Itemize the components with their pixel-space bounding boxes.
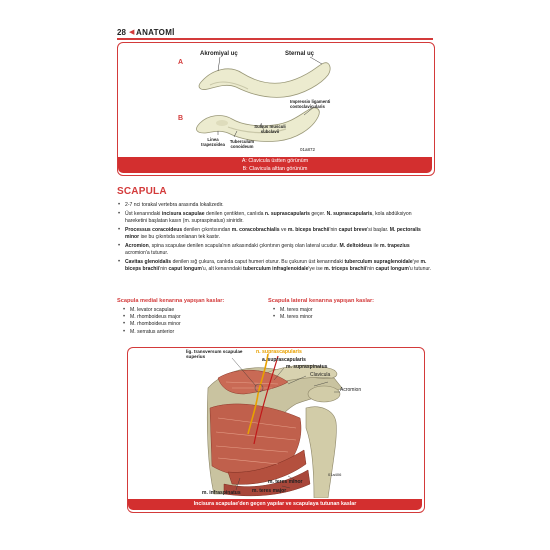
bullet-text: 'nin [159, 266, 169, 273]
bullet-text: ise bu çıkıntıda sonlanan tek kastır. [139, 234, 221, 241]
bold-term: tuberculum infraglenoidale [243, 266, 309, 273]
clavicula-caption-line2: B: Clavicula alttan görünüm [242, 165, 308, 172]
label-b: B [178, 115, 184, 122]
bullet-text: , kola abdüksiyon hareketini başlatan kasın (m. supraspinatus) siniridir. [125, 210, 412, 225]
impressio-label: Impressio ligamenti costoclavicularis [290, 99, 331, 109]
bullet-text: geçer. [309, 210, 327, 217]
bold-term: m. triceps brachii [324, 266, 367, 273]
acromion-label: Acromion [340, 387, 362, 393]
bold-term: m. trapezius [379, 242, 410, 249]
m-teres-minor-label: m. teres minor [268, 479, 303, 485]
tuberculum-conoideum-label: Tuberculum conoideum [229, 139, 255, 149]
muscle-list-item: • M. serratus anterior [122, 329, 262, 336]
bullet-text: 'ye ise [308, 266, 325, 273]
clavicula-caption-line1: A: Clavicula üstten görünüm [241, 158, 309, 164]
bold-term: M. pectoralis minor [125, 226, 421, 241]
scapula-figure-caption: Incisura scapulae'den geçen yapılar ve scapulaya tutunan kaslar [128, 499, 422, 510]
bold-term: caput breve [338, 226, 368, 233]
label-a: A [178, 59, 184, 66]
bold-term: Processus coracoideus [125, 226, 183, 233]
muscle-list-item: • M. levator scapulae [122, 307, 262, 314]
lig-transversum-label: lig. transversum scapulae superius [186, 349, 243, 360]
scapula-bullet-item [117, 227, 433, 242]
bold-term: m. biceps brachii [125, 259, 427, 273]
muscle-list-item: • M. rhomboideus major [122, 314, 262, 321]
sternal-uc-label: Sternal uç [285, 51, 315, 57]
bullet-text: acromion'a tutunur. [125, 250, 169, 257]
bold-term: Acromion [125, 242, 149, 249]
bullet-text: 'u, alt kenarındaki [201, 266, 244, 273]
acromion-shape [308, 386, 340, 402]
bold-term: incisura scapulae [161, 210, 205, 217]
bold-term: caput longum [375, 266, 409, 273]
muscle-list-item: • M. rhomboideus minor [122, 321, 262, 328]
medial-muscles-list [122, 307, 262, 336]
bold-term: m. biceps brachii [287, 226, 330, 233]
figure-code-label: 01a406 [328, 472, 342, 477]
bullet-text: denilen çentikten, canlıda [204, 210, 265, 217]
bullet-text: Üst kenarındaki [125, 210, 162, 217]
section-title-scapula: SCAPULA [117, 186, 167, 197]
a-suprascapularis-label: a. suprascapularis [262, 357, 306, 363]
bold-term: caput longum [168, 266, 202, 273]
bullet-text: 'nin [366, 266, 376, 273]
lateral-muscles-list [272, 307, 412, 321]
scapula-bullet-item [117, 243, 433, 258]
clavicula-caption [118, 157, 432, 173]
scapula-muscles-illustration [128, 348, 422, 498]
page-number: 28 [117, 28, 126, 37]
bullet-text: ve [279, 226, 288, 233]
bullet-text: denilen çıkıntısından [182, 226, 232, 233]
lateral-muscles-heading: Scapula lateral kenarına yapışan kaslar: [268, 298, 375, 304]
sulcus-label: Sulcus musculi subclavii [254, 124, 286, 134]
scapula-bullet-item [117, 211, 433, 226]
linea-trapezoidea-label: Linea trapezoidea [201, 137, 225, 147]
n-suprascapularis-label: n. suprascapularis [256, 349, 302, 355]
bold-term: tuberculum supraglenoidale [344, 259, 413, 266]
scapula-bullet-list [117, 202, 433, 275]
bullet-text: 'nin [329, 226, 339, 233]
bold-term: m. coracobrachialis [231, 226, 280, 233]
header-divider [117, 38, 433, 40]
scapula-bullet-item [117, 259, 433, 274]
bold-term: N. suprascapularis [326, 210, 373, 217]
scapula-bullet-item [117, 202, 433, 209]
clavicula-illustration [118, 43, 432, 155]
bullet-text: denilen sığ çukura, canlıda caput humeri oturur. Bu çukurun üst kenarındaki [171, 259, 345, 266]
bullet-text: ile [372, 242, 380, 249]
bold-term: n. suprascapularis [264, 210, 310, 217]
akromiyal-uc-label: Akromiyal uç [200, 51, 238, 57]
m-infraspinatus-label: m. infraspinatus [202, 490, 241, 496]
m-supraspinatus-label: m. supraspinatus [286, 364, 328, 370]
clavicula-top-view [199, 63, 330, 98]
bold-term: Cavitas glenoidalis [125, 259, 172, 266]
bullet-text: 'ye [412, 259, 421, 266]
muscle-list-item: • M. teres minor [272, 314, 412, 321]
bullet-text: , spina scapulae denilen scapula'nın arkasındaki çıkıntının geniş olan lateral ucudur. [148, 242, 340, 249]
header-arrow-icon: ◀ [129, 29, 135, 36]
clavicula-label: Clavicula [310, 372, 331, 378]
m-teres-major-label: m. teres major [252, 488, 287, 494]
bold-term: M. deltoideus [339, 242, 373, 249]
muscle-list-item: • M. teres major [272, 307, 412, 314]
running-header-title: ANATOMİ [136, 28, 175, 37]
medial-muscles-heading: Scapula medial kenarına yapışan kaslar: [117, 298, 225, 304]
bullet-text: 2-7 nci torakal vertebra arasında lokalizedir. [125, 202, 224, 208]
clavicula-figure-code: 01a872 [300, 147, 316, 152]
bullet-text: 'si başlar. [367, 226, 390, 233]
bullet-text: 'u tutunur. [408, 266, 432, 273]
